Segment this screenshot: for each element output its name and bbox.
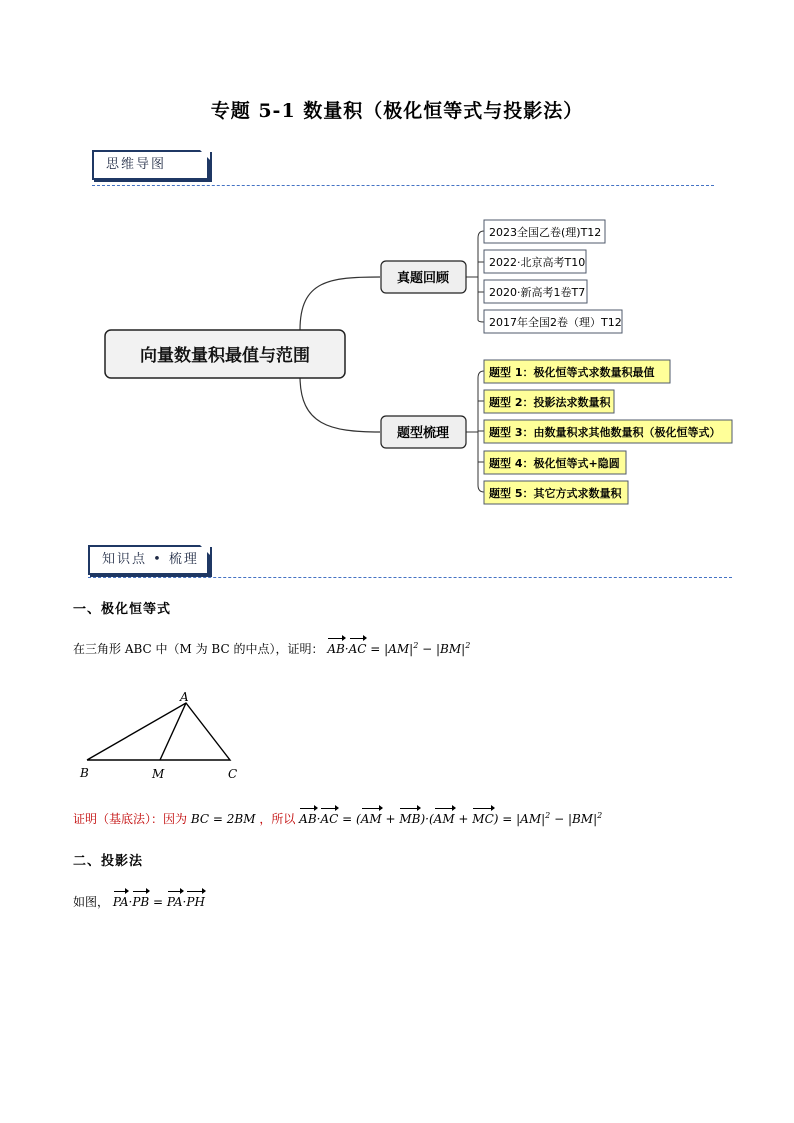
- document-title: 专题 5-1 数量积（极化恒等式与投影法）: [210, 100, 584, 122]
- heading-polarization: 一、极化恒等式: [73, 602, 172, 617]
- leaf-label: 题型 3：由数量积求其他数量积（极化恒等式）: [489, 426, 721, 439]
- proof-so: ，所以: [259, 812, 296, 826]
- mindmap-root-label: 向量数量积最值与范围: [140, 346, 310, 366]
- leaf-label: 题型 2：投影法求数量积: [489, 396, 611, 409]
- polarization-statement: [73, 640, 470, 657]
- vertex-label-c: C: [228, 767, 238, 781]
- formula-polarization: $AB\cdot AC = |AM|^2 - |BM|^2$: [327, 641, 471, 656]
- projection-intro: 如图，: [73, 895, 110, 909]
- proof-line: [73, 810, 602, 827]
- leaf-label: 2023全国乙卷(理)T12: [489, 226, 602, 239]
- median-am: [160, 703, 186, 760]
- triangle-abc: [87, 703, 230, 760]
- proof-condition: BC = 2BM: [190, 812, 256, 826]
- formula-projection: PA·PB = PA·PH: [112, 895, 205, 909]
- vertex-label-b: B: [80, 766, 89, 780]
- statement-text: 在三角形 ABC 中（M 为 BC 的中点），证明：: [73, 642, 324, 656]
- leaf-label: 题型 4：极化恒等式+隐圆: [489, 457, 620, 470]
- connector-review-leaves: [466, 231, 484, 322]
- branch-label-review: 真题回顾: [396, 271, 450, 286]
- tab-corner: [200, 150, 210, 160]
- branch-label-types: 题型梳理: [396, 426, 450, 441]
- vertex-label-a: A: [180, 690, 189, 704]
- point-label-m: M: [152, 767, 165, 781]
- section-tab-mindmap: [92, 150, 210, 180]
- tab-corner: [200, 545, 210, 555]
- section-tab-knowledge: [88, 545, 210, 575]
- connector-types-leaves: [466, 371, 484, 492]
- connector-root-review: [300, 277, 380, 330]
- mindmap-diagram: [0, 200, 794, 520]
- section-tab-label: 知识点 • 梳理: [102, 552, 199, 567]
- triangle-figure: [70, 690, 270, 790]
- section-tab-label: 思维导图: [106, 157, 167, 172]
- section-divider: [88, 577, 732, 578]
- proof-label: 证明（基底法）：因为: [73, 812, 188, 826]
- leaf-label: 题型 5：其它方式求数量积: [489, 487, 622, 500]
- leaf-label: 题型 1：极化恒等式求数量积最值: [489, 366, 655, 379]
- connector-root-types: [300, 376, 380, 432]
- leaf-label: 2017年全国2卷（理）T12: [489, 316, 622, 329]
- section-divider: [92, 185, 714, 186]
- leaf-label: 2022·北京高考T10: [489, 256, 586, 269]
- leaf-label: 2020·新高考1卷T7: [489, 286, 586, 299]
- formula-proof: $AB\cdot AC = (AM + MB)\cdot(AM + MC) = |AM|^2 - |BM|^2$: [299, 811, 603, 826]
- projection-statement: [73, 893, 205, 910]
- heading-projection: 二、投影法: [73, 854, 144, 869]
